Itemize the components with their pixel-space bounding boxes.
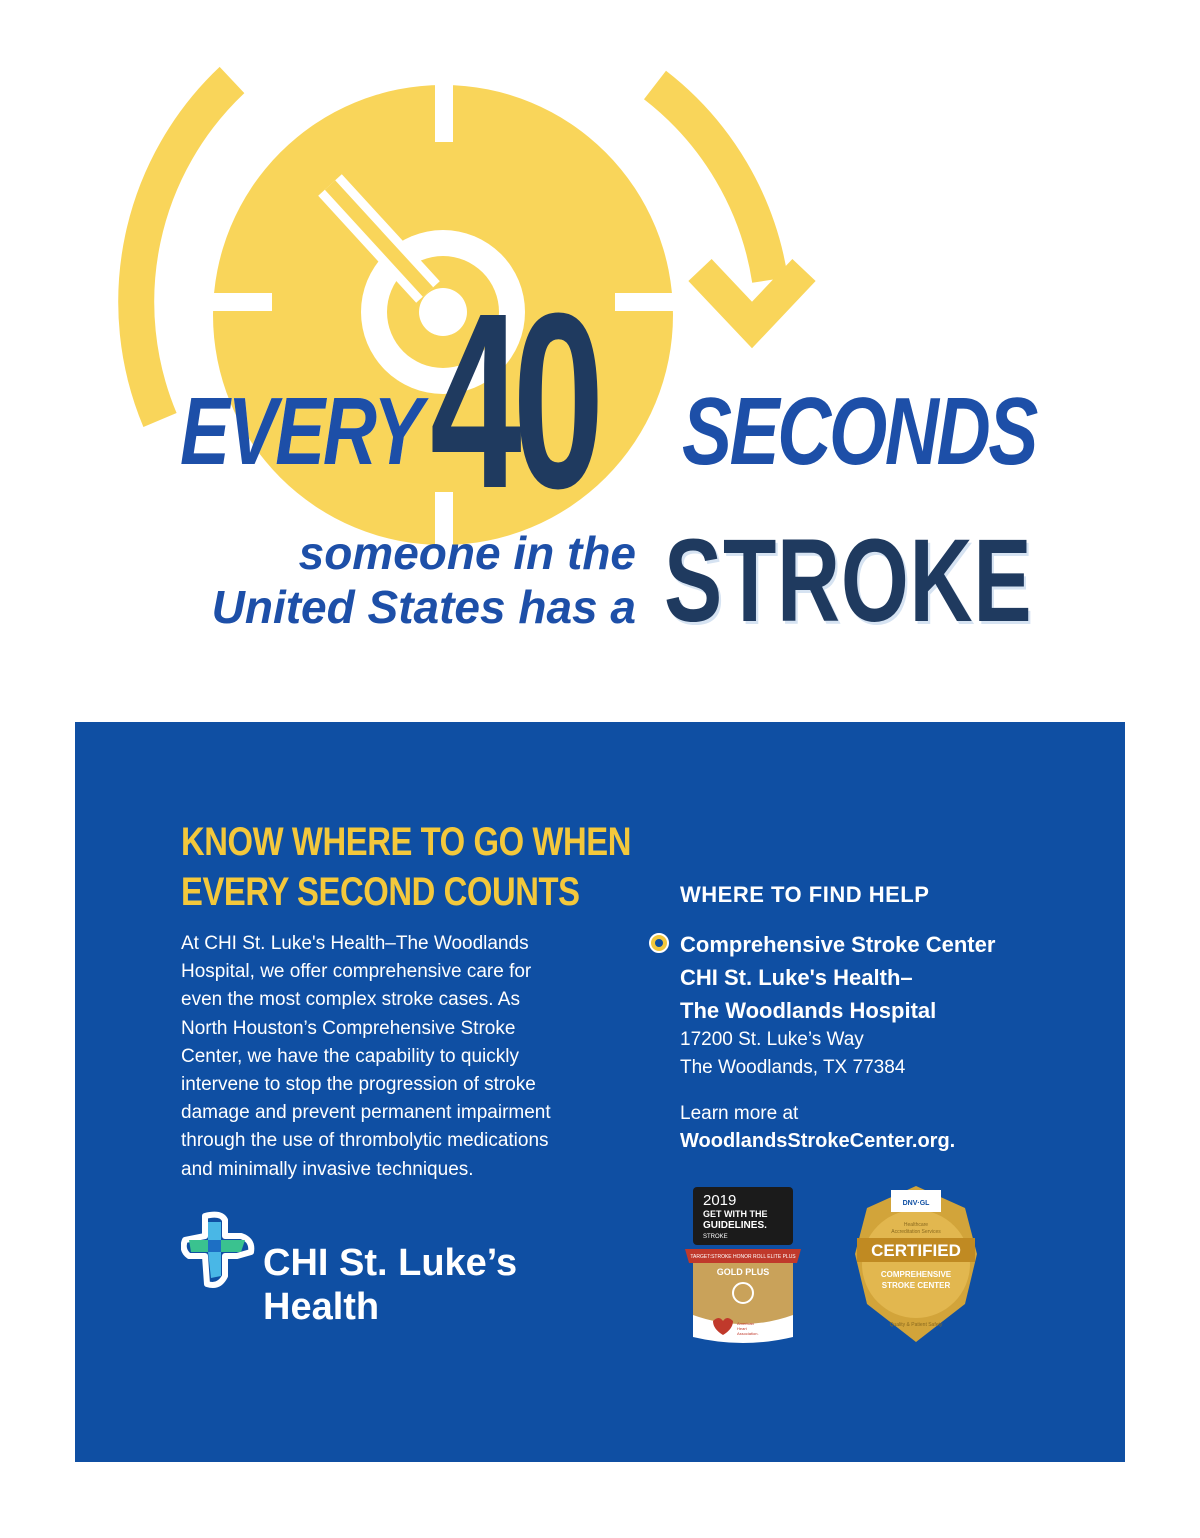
panel-heading-line-2: EVERY SECOND COUNTS	[181, 870, 580, 914]
dnv-badge-type-line-1: COMPREHENSIVE	[880, 1270, 952, 1279]
body-line: and minimally invasive techniques.	[181, 1158, 474, 1180]
aha-badge-ribbon: TARGET:STROKE HONOR ROLL ELITE PLUS	[690, 1254, 796, 1260]
info-panel	[75, 722, 1125, 1462]
logo-text-line-2: Health	[263, 1286, 380, 1328]
body-line: damage and prevent permanent impairment	[181, 1102, 551, 1124]
dnv-badge-footer: Quality & Patient Safety	[889, 1322, 943, 1328]
chi-st-lukes-logo	[181, 1210, 581, 1345]
body-line: Center, we have the capability to quickly	[181, 1045, 519, 1067]
aha-gold-plus-badge	[683, 1187, 803, 1345]
body-line: through the use of thrombolytic medications	[181, 1130, 549, 1152]
body-line: Hospital, we offer comprehensive care for	[181, 961, 532, 983]
headline-subline-2: United States has a	[211, 581, 636, 633]
learn-more-text: Learn more at	[680, 1103, 799, 1124]
dnv-badge-line-1: Healthcare	[903, 1222, 929, 1228]
headline-subline-1: someone in the	[298, 527, 636, 579]
panel-heading-line-1: KNOW WHERE TO GO WHEN	[181, 820, 631, 864]
body-line: even the most complex stroke cases. As	[181, 989, 520, 1011]
location-pin-icon	[648, 932, 670, 954]
where-to-find-help-heading: WHERE TO FIND HELP	[680, 882, 930, 907]
dnv-badge-line-2: Accreditation Services	[891, 1229, 941, 1235]
headline-seconds: SECONDS	[682, 378, 1036, 485]
headline-number: 40	[430, 261, 596, 540]
aha-badge-line-2: GUIDELINES.	[703, 1220, 767, 1231]
dnv-badge-certified: CERTIFIED	[871, 1241, 961, 1260]
website-link[interactable]: WoodlandsStrokeCenter.org.	[680, 1130, 956, 1152]
address-line-1: 17200 St. Luke’s Way	[680, 1029, 864, 1050]
cross-logo-icon	[181, 1210, 257, 1290]
aha-badge-level: GOLD PLUS	[716, 1267, 770, 1277]
body-line: At CHI St. Luke's Health–The Woodlands	[181, 933, 529, 954]
hero-section	[0, 0, 1200, 700]
center-name-line-2: CHI St. Luke's Health–	[680, 965, 913, 990]
headline-every: EVERY	[180, 378, 421, 485]
aha-badge-line-1: GET WITH THE	[703, 1209, 768, 1219]
aha-badge-org-line-1: American	[737, 1321, 754, 1326]
center-name-line-1: Comprehensive Stroke Center	[680, 932, 996, 957]
aha-badge-year: 2019	[703, 1192, 737, 1209]
dnv-badge-logo: DNV·GL	[902, 1200, 930, 1207]
aha-badge-org-line-3: Association.	[737, 1331, 759, 1336]
address-line-2: The Woodlands, TX 77384	[680, 1057, 906, 1078]
body-line: intervene to stop the progression of stroke	[181, 1074, 536, 1096]
body-paragraph	[181, 930, 611, 1184]
center-name-line-3: The Woodlands Hospital	[680, 998, 937, 1023]
body-line: North Houston’s Comprehensive Stroke	[181, 1017, 516, 1039]
aha-badge-line-3: STROKE	[703, 1234, 728, 1240]
dnv-badge-type-line-2: STROKE CENTER	[881, 1281, 951, 1290]
logo-text-line-1: CHI St. Luke’s	[263, 1242, 518, 1284]
dnv-certified-badge	[853, 1184, 979, 1344]
headline-stroke: STROKE	[664, 515, 1033, 647]
aha-badge-org-line-2: Heart	[737, 1326, 747, 1331]
